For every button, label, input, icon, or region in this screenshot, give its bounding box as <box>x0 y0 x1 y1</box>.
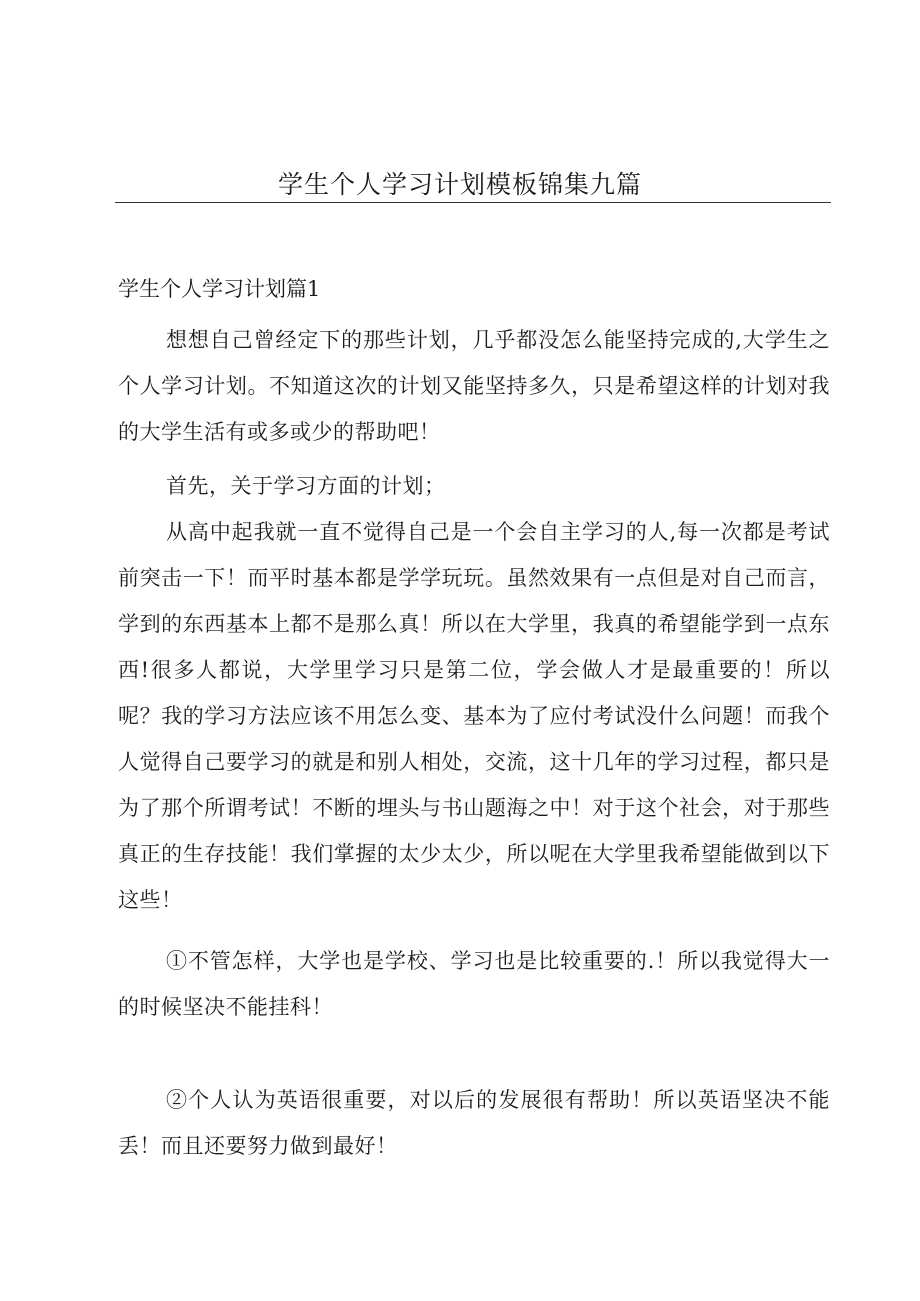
title-underline <box>115 202 831 203</box>
paragraph: ②个人认为英语很重要，对以后的发展很有帮助！所以英语坚决不能丢！而且还要努力做到最好！ <box>118 1088 830 1158</box>
section-heading: 学生个人学习计划篇1 <box>118 277 321 301</box>
paragraph: ①不管怎样，大学也是学校、学习也是比较重要的.！所以我觉得大一的时候坚决不能挂科！ <box>118 949 830 1019</box>
paragraph: 想想自己曾经定下的那些计划，几乎都没怎么能坚持完成的,大学生之个人学习计划。不知道这次的计划又能坚持多久，只是希望这样的计划对我的大学生活有或多或少的帮助吧！ <box>118 328 830 444</box>
document-title: 学生个人学习计划模板锦集九篇 <box>277 170 642 199</box>
paragraph: 从高中起我就一直不觉得自己是一个会自主学习的人,每一次都是考试前突击一下！而平时基本都是学学玩玩。虽然效果有一点但是对自己而言，学到的东西基本上都不是那么真！所以在大学里，我真的希望能学到一点东西!很多人都说，大学里学习只是第二位，学会做人才是最重要的！所以呢？我的学习方法应该不用怎么变、基本为了应付考试没什么问题！而我个人觉得自己要学习的就是和别人相处，交流，这十几年的学习过程，都只是为了那个所谓考试！不断的埋头与书山题海之中！对于这个社会，对于那些真正的生存技能！我们掌握的太少太少，所以呢在大学里我希望能做到以下这些！ <box>118 520 830 912</box>
paragraph: 首先，关于学习方面的计划； <box>166 474 446 498</box>
